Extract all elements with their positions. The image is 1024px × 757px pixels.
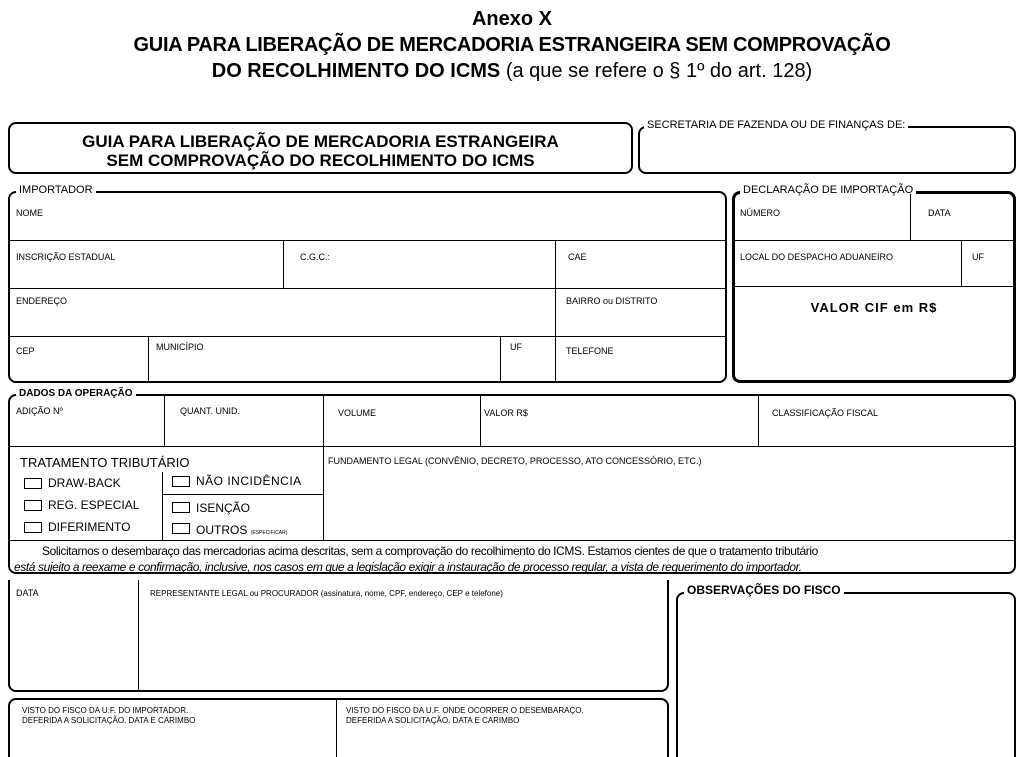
assinatura-data-label: DATA bbox=[16, 588, 39, 598]
divider bbox=[163, 494, 323, 495]
endereco-label: ENDEREÇO bbox=[16, 296, 68, 306]
importador-legend: IMPORTADOR bbox=[16, 184, 96, 196]
outros-checkbox[interactable] bbox=[172, 523, 190, 534]
divider bbox=[500, 337, 501, 381]
cep-label: CEP bbox=[16, 346, 35, 356]
valor-cif-label: VALOR CIF em R$ bbox=[810, 300, 938, 315]
valor-label: VALOR R$ bbox=[484, 408, 528, 418]
divider bbox=[283, 241, 284, 288]
declaracao-legend: DECLARAÇÃO DE IMPORTAÇÃO bbox=[740, 184, 916, 196]
subtitle-reference: (a que se refere o § 1º do art. 128) bbox=[505, 60, 813, 82]
volume-label: VOLUME bbox=[338, 408, 377, 418]
drawback-checkbox[interactable] bbox=[24, 478, 42, 489]
divider bbox=[164, 396, 165, 446]
inscricao-label: INSCRIÇÃO ESTADUAL bbox=[16, 252, 116, 262]
subtitle-main: DO RECOLHIMENTO DO ICMS bbox=[211, 60, 501, 82]
secretaria-label: SECRETARIA DE FAZENDA OU DE FINANÇAS DE: bbox=[644, 119, 908, 131]
observacoes-section bbox=[676, 592, 1016, 757]
cgc-label: C.G.C.: bbox=[300, 252, 331, 262]
divider bbox=[480, 396, 481, 446]
document-title: GUIA PARA LIBERAÇÃO DE MERCADORIA ESTRANGEIRA SEM COMPROVAÇÃO bbox=[133, 34, 891, 56]
divider bbox=[10, 336, 725, 337]
divider bbox=[735, 240, 1013, 241]
declaration-text-line1: Solicitamos o desembaraço das mercadorias acima descritas, sem a comprovação do recolhimento do ICMS. Estamos cientes de que o tratamento tributário bbox=[42, 544, 818, 558]
adicao-label: ADIÇÃO Nº bbox=[16, 406, 63, 416]
importador-section bbox=[8, 191, 727, 383]
operacao-legend: DADOS DA OPERAÇÃO bbox=[16, 388, 136, 400]
bairro-label: BAIRRO ou DISTRITO bbox=[566, 296, 658, 306]
divider bbox=[138, 580, 139, 690]
form-title-line2: SEM COMPROVAÇÃO DO RECOLHIMENTO DO ICMS bbox=[106, 151, 535, 170]
divider bbox=[961, 241, 962, 286]
outros-option bbox=[196, 524, 287, 540]
isencao-label: ISENÇÃO bbox=[196, 501, 251, 515]
divider bbox=[10, 446, 1014, 447]
cae-label: CAE bbox=[568, 252, 587, 262]
visto-desembaraco-line1: VISTO DO FISCO DA U.F. ONDE OCORRER O DESEMBARAÇO. bbox=[346, 706, 584, 715]
local-despacho-label: LOCAL DO DESPACHO ADUANEIRO bbox=[740, 252, 894, 262]
divider bbox=[10, 540, 1014, 541]
numero-label: NÚMERO bbox=[740, 208, 780, 218]
tratamento-label: TRATAMENTO TRIBUTÁRIO bbox=[20, 455, 190, 470]
representante-label: REPRESENTANTE LEGAL ou PROCURADOR (assinatura, nome, CPF, endereço, CEP e telefone) bbox=[150, 589, 503, 598]
divider bbox=[10, 240, 725, 241]
municipio-label: MUNICÍPIO bbox=[156, 342, 204, 352]
visto-desembaraco-line2: DEFERIDA A SOLICITAÇÃO. DATA E CARIMBO bbox=[346, 716, 520, 725]
di-data-label: DATA bbox=[928, 208, 951, 218]
divider bbox=[148, 337, 149, 381]
divider bbox=[758, 396, 759, 446]
nao-incidencia-label: NÃO INCIDÊNCIA bbox=[196, 474, 302, 488]
visto-importador-line1: VISTO DO FISCO DA U.F. DO IMPORTADOR. bbox=[22, 706, 189, 715]
classificacao-label: CLASSIFICAÇÃO FISCAL bbox=[772, 408, 879, 418]
secretaria-box bbox=[638, 126, 1016, 174]
diferimento-label: DIFERIMENTO bbox=[48, 520, 131, 534]
document-subtitle bbox=[0, 60, 1024, 82]
reg-especial-checkbox[interactable] bbox=[24, 500, 42, 511]
declaration-text-line2: está sujeito a reexame e confirmação, inclusive, nos casos em que a legislação exigir a instauração de processo regular, a vista de requerimento do importador. bbox=[14, 560, 802, 574]
form-title-line1: GUIA PARA LIBERAÇÃO DE MERCADORIA ESTRANGEIRA bbox=[82, 132, 559, 151]
fundamento-label: FUNDAMENTO LEGAL (CONVÊNIO, DECRETO, PROCESSO, ATO CONCESSÓRIO, ETC.) bbox=[328, 456, 702, 466]
visto-importador-line2: DEFERIDA A SOLICITAÇÃO. DATA E CARIMBO bbox=[22, 716, 196, 725]
outros-label: OUTROS bbox=[196, 523, 248, 537]
telefone-label: TELEFONE bbox=[566, 346, 614, 356]
outros-note: (ESPECIFICAR) bbox=[250, 530, 288, 536]
nome-label: NOME bbox=[16, 208, 43, 218]
drawback-label: DRAW-BACK bbox=[48, 476, 121, 490]
divider bbox=[910, 194, 911, 240]
divider bbox=[735, 286, 1013, 287]
divider bbox=[336, 698, 337, 757]
quant-label: QUANT. UNID. bbox=[180, 406, 241, 416]
divider bbox=[162, 472, 163, 540]
di-uf-label: UF bbox=[972, 252, 984, 262]
reg-especial-label: REG. ESPECIAL bbox=[48, 498, 140, 512]
diferimento-checkbox[interactable] bbox=[24, 522, 42, 533]
observacoes-legend: OBSERVAÇÕES DO FISCO bbox=[684, 584, 844, 596]
divider bbox=[555, 241, 556, 381]
form-title-box bbox=[8, 122, 633, 174]
annex-title: Anexo X bbox=[471, 8, 553, 30]
nao-incidencia-checkbox[interactable] bbox=[172, 476, 190, 487]
uf-label: UF bbox=[510, 342, 522, 352]
divider bbox=[323, 396, 324, 540]
declaracao-section bbox=[732, 191, 1016, 383]
divider bbox=[10, 288, 725, 289]
isencao-checkbox[interactable] bbox=[172, 502, 190, 513]
